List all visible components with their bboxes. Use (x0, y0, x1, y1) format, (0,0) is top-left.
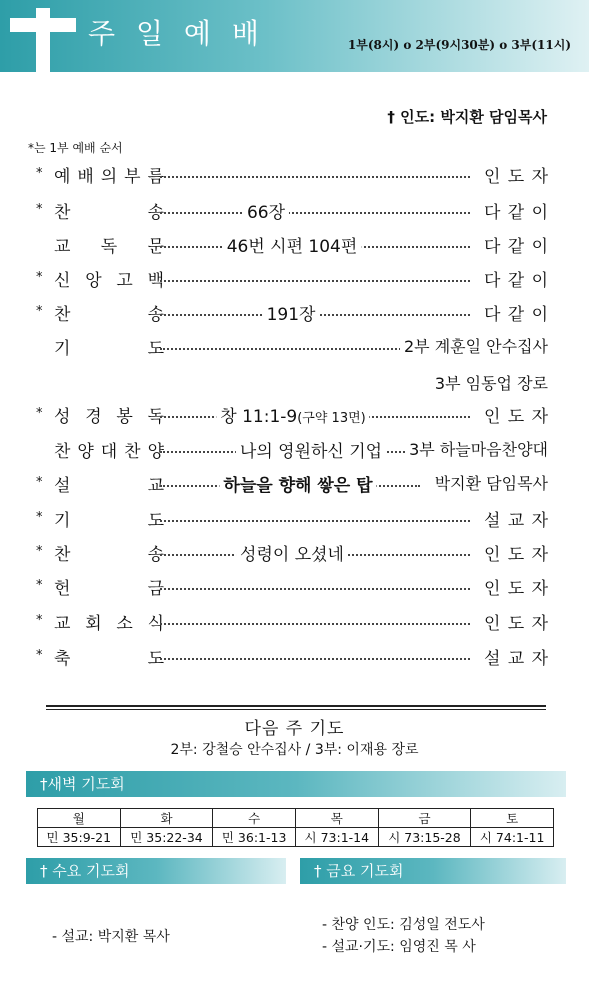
order-item-name (54, 644, 164, 669)
order-item-char: 신 (54, 271, 71, 291)
order-item-person (484, 574, 548, 599)
order-item-person-char: 자 (531, 167, 548, 187)
order-item-person-char: 이 (531, 271, 548, 291)
order-item-char: 경 (85, 407, 102, 427)
order-item-detail-note: (구약 13면) (297, 411, 366, 426)
order-item-char: 식 (147, 614, 164, 634)
order-item-person-char: 자 (531, 614, 548, 634)
divider (46, 705, 546, 707)
order-item-detail-text: 46번 시편 104편 (226, 237, 358, 257)
dotted-leader (160, 658, 470, 660)
order-item-person-char: 자 (531, 407, 548, 427)
order-item-char: 배 (77, 167, 94, 187)
order-item-char: 도 (147, 511, 164, 531)
order-row (36, 574, 548, 600)
order-row (36, 162, 548, 188)
order-item-detail (219, 471, 376, 496)
order-item-person-char: 도 (507, 167, 525, 187)
order-item-name (54, 300, 164, 325)
order-row (36, 609, 548, 635)
order-row (36, 300, 548, 326)
reading-cell: 민 35:22-34 (120, 828, 213, 847)
order-item-char: 헌 (54, 579, 71, 599)
order-item-char: 독 (100, 237, 118, 257)
order-item-person-char: 자 (531, 511, 548, 531)
order-item-char: 송 (147, 203, 164, 223)
order-item-char: 회 (85, 614, 102, 634)
order-item-person (484, 402, 548, 427)
divider (46, 709, 546, 710)
order-item-person-char: 교 (507, 649, 525, 669)
order-item-char: 송 (147, 545, 164, 565)
order-item-detail-text: 성령이 오셨네 (240, 545, 344, 565)
order-item-person (484, 266, 548, 291)
order-item-name (54, 334, 164, 359)
order-item-name (54, 198, 164, 223)
order-item-name (54, 266, 164, 291)
asterisk-mark: * (36, 406, 43, 421)
order-item-detail (223, 232, 362, 257)
order-item-char: 축 (54, 649, 71, 669)
order-item-person-char: 인 (484, 407, 501, 427)
order-item-person-char: 다 (484, 305, 501, 325)
day-cell: 화 (120, 809, 213, 828)
dotted-leader (160, 176, 470, 178)
order-item-char: 기 (54, 339, 71, 359)
order-item-person (484, 198, 548, 223)
order-item-char: 대 (100, 442, 118, 462)
order-item-char: 고 (116, 271, 133, 291)
order-item-char: 교 (54, 614, 71, 634)
order-item-person (484, 300, 548, 325)
asterisk-mark: * (36, 270, 43, 285)
table-row (38, 828, 554, 847)
order-item-name (54, 437, 164, 462)
order-item-person (484, 644, 548, 669)
order-item-char: 름 (147, 167, 164, 187)
dotted-leader (160, 212, 470, 214)
order-row (36, 334, 548, 360)
asterisk-mark: * (36, 648, 43, 663)
order-item-char: 설 (54, 476, 71, 496)
order-item-detail (243, 198, 289, 223)
day-cell: 월 (38, 809, 121, 828)
order-item-char: 찬 (54, 442, 71, 462)
order-item-person-char: 도 (507, 614, 525, 634)
order-item-char: 송 (147, 305, 164, 325)
worship-leader: † 인도: 박지환 담임목사 (387, 108, 547, 126)
dawn-prayer-header: †새벽 기도회 (26, 771, 566, 797)
reading-cell: 시 74:1-11 (471, 828, 554, 847)
order-item-person-char: 설 (484, 511, 501, 531)
cross-icon-bar (10, 18, 76, 32)
order-item-char: 양 (147, 442, 164, 462)
order-item-person-char: 이 (531, 203, 548, 223)
dotted-leader (160, 588, 470, 590)
order-item-person-char: 자 (531, 579, 548, 599)
order-item-person (484, 232, 548, 257)
order-item-person-char: 같 (507, 271, 525, 291)
order-item-person (484, 540, 548, 565)
order-item-char: 찬 (124, 442, 141, 462)
order-item-name (54, 162, 164, 187)
order-row (36, 437, 548, 463)
order-item-name (54, 540, 164, 565)
order-item-person: 박지환 담임목사 (431, 471, 548, 494)
order-item-char: 문 (147, 237, 164, 257)
friday-sermon: - 설교·기도: 임영진 목 사 (322, 939, 476, 955)
order-item-person-char: 설 (484, 649, 501, 669)
order-item-detail (236, 540, 348, 565)
order-item-name (54, 574, 164, 599)
reading-cell: 시 73:15-28 (378, 828, 471, 847)
friday-prayer-header: † 금요 기도회 (300, 858, 566, 884)
service-times: 1부(8시) ο 2부(9시30분) ο 3부(11시) (347, 38, 571, 52)
day-cell: 금 (378, 809, 471, 828)
day-cell: 토 (471, 809, 554, 828)
order-item-detail (236, 437, 386, 462)
order-item-char: 찬 (54, 203, 71, 223)
order-item-char: 금 (147, 579, 164, 599)
asterisk-mark: * (36, 202, 43, 217)
order-item-char: 성 (54, 407, 71, 427)
order-item-char: 기 (54, 511, 71, 531)
table-row (38, 809, 554, 828)
order-note: *는 1부 예배 순서 (28, 141, 123, 155)
order-item-person (484, 162, 548, 187)
dotted-leader (160, 280, 470, 282)
asterisk-mark: * (36, 613, 43, 628)
order-item-char: 도 (147, 649, 164, 669)
order-item-person-char: 도 (507, 579, 525, 599)
asterisk-mark: * (36, 578, 43, 593)
order-item-char: 양 (77, 442, 94, 462)
order-item-person-char: 인 (484, 614, 501, 634)
order-row (36, 644, 548, 670)
order-item-person (484, 609, 548, 634)
next-week-names: 2부: 강철승 안수집사 / 3부: 이재용 장로 (170, 742, 419, 758)
order-item-detail-text: 나의 영원하신 기업 (239, 442, 383, 462)
order-item-char: 예 (54, 167, 71, 187)
order-item-person-char: 같 (507, 203, 525, 223)
dawn-prayer-table (37, 808, 554, 847)
order-row (36, 266, 548, 292)
order-item-person-char: 자 (531, 649, 548, 669)
order-item-name (54, 232, 164, 257)
wednesday-sermon: - 설교: 박지환 목사 (52, 929, 170, 945)
friday-praise-leader: - 찬양 인도: 김성일 전도사 (322, 917, 485, 933)
order-item-name (54, 471, 164, 496)
page-title: 주 일 예 배 (88, 17, 265, 50)
order-item-name (54, 402, 164, 427)
order-item-person-char: 도 (507, 407, 525, 427)
order-item-name (54, 609, 164, 634)
dotted-leader (160, 520, 470, 522)
order-item-person-char: 같 (507, 237, 525, 257)
order-item-person-char: 교 (507, 511, 525, 531)
reading-cell: 민 36:1-13 (213, 828, 296, 847)
order-item-detail-text: 창 11:1-9 (220, 407, 298, 427)
order-item-person-char: 자 (531, 545, 548, 565)
order-item-person-char: 다 (484, 203, 501, 223)
order-item-person-char: 다 (484, 237, 501, 257)
day-cell: 목 (295, 809, 378, 828)
order-row (36, 232, 548, 258)
order-item-person-char: 다 (484, 271, 501, 291)
order-item-char: 교 (147, 476, 164, 496)
asterisk-mark: * (36, 510, 43, 525)
order-row (36, 471, 548, 497)
order-row (36, 506, 548, 532)
order-item-char: 앙 (85, 271, 102, 291)
order-item-person-char: 인 (484, 579, 501, 599)
asterisk-mark: * (36, 544, 43, 559)
header-banner (0, 0, 589, 72)
order-item-person-char: 이 (531, 305, 548, 325)
order-item-person: 3부 하늘마음찬양대 (405, 437, 548, 460)
order-item-char: 의 (100, 167, 118, 187)
order-item-char: 도 (147, 339, 164, 359)
order-item-person-char: 도 (507, 545, 525, 565)
order-item-detail-text: 191장 (266, 305, 316, 325)
order-item-char: 찬 (54, 305, 71, 325)
reading-cell: 시 73:1-14 (295, 828, 378, 847)
order-item-char: 찬 (54, 545, 71, 565)
prayer-second-line: 3부 임동업 장로 (434, 374, 548, 393)
reading-cell: 민 35:9-21 (38, 828, 121, 847)
dotted-leader (160, 348, 420, 350)
order-item-char: 독 (147, 407, 164, 427)
order-item-char: 소 (116, 614, 133, 634)
order-item-name (54, 506, 164, 531)
asterisk-mark: * (36, 475, 43, 490)
order-item-detail (263, 300, 320, 325)
order-item-detail (216, 402, 369, 427)
day-cell: 수 (213, 809, 296, 828)
order-item-person: 2부 계훈일 안수집사 (400, 334, 548, 357)
order-item-person-char: 인 (484, 167, 501, 187)
order-item-char: 교 (54, 237, 71, 257)
order-item-person-char: 이 (531, 237, 548, 257)
order-item-detail-text: 하늘을 향해 쌓은 탑 (223, 476, 373, 496)
order-item-person-char: 같 (507, 305, 525, 325)
asterisk-mark: * (36, 304, 43, 319)
order-row (36, 198, 548, 224)
order-row (36, 402, 548, 428)
order-item-person (484, 506, 548, 531)
order-item-char: 백 (147, 271, 164, 291)
order-row (36, 540, 548, 566)
dotted-leader (160, 623, 470, 625)
asterisk-mark: * (36, 166, 43, 181)
next-week-title: 다음 주 기도 (244, 719, 345, 739)
wednesday-prayer-header: † 수요 기도회 (26, 858, 286, 884)
order-item-char: 부 (124, 167, 141, 187)
order-item-detail-text: 66장 (246, 203, 286, 223)
order-item-char: 봉 (116, 407, 133, 427)
order-item-person-char: 인 (484, 545, 501, 565)
